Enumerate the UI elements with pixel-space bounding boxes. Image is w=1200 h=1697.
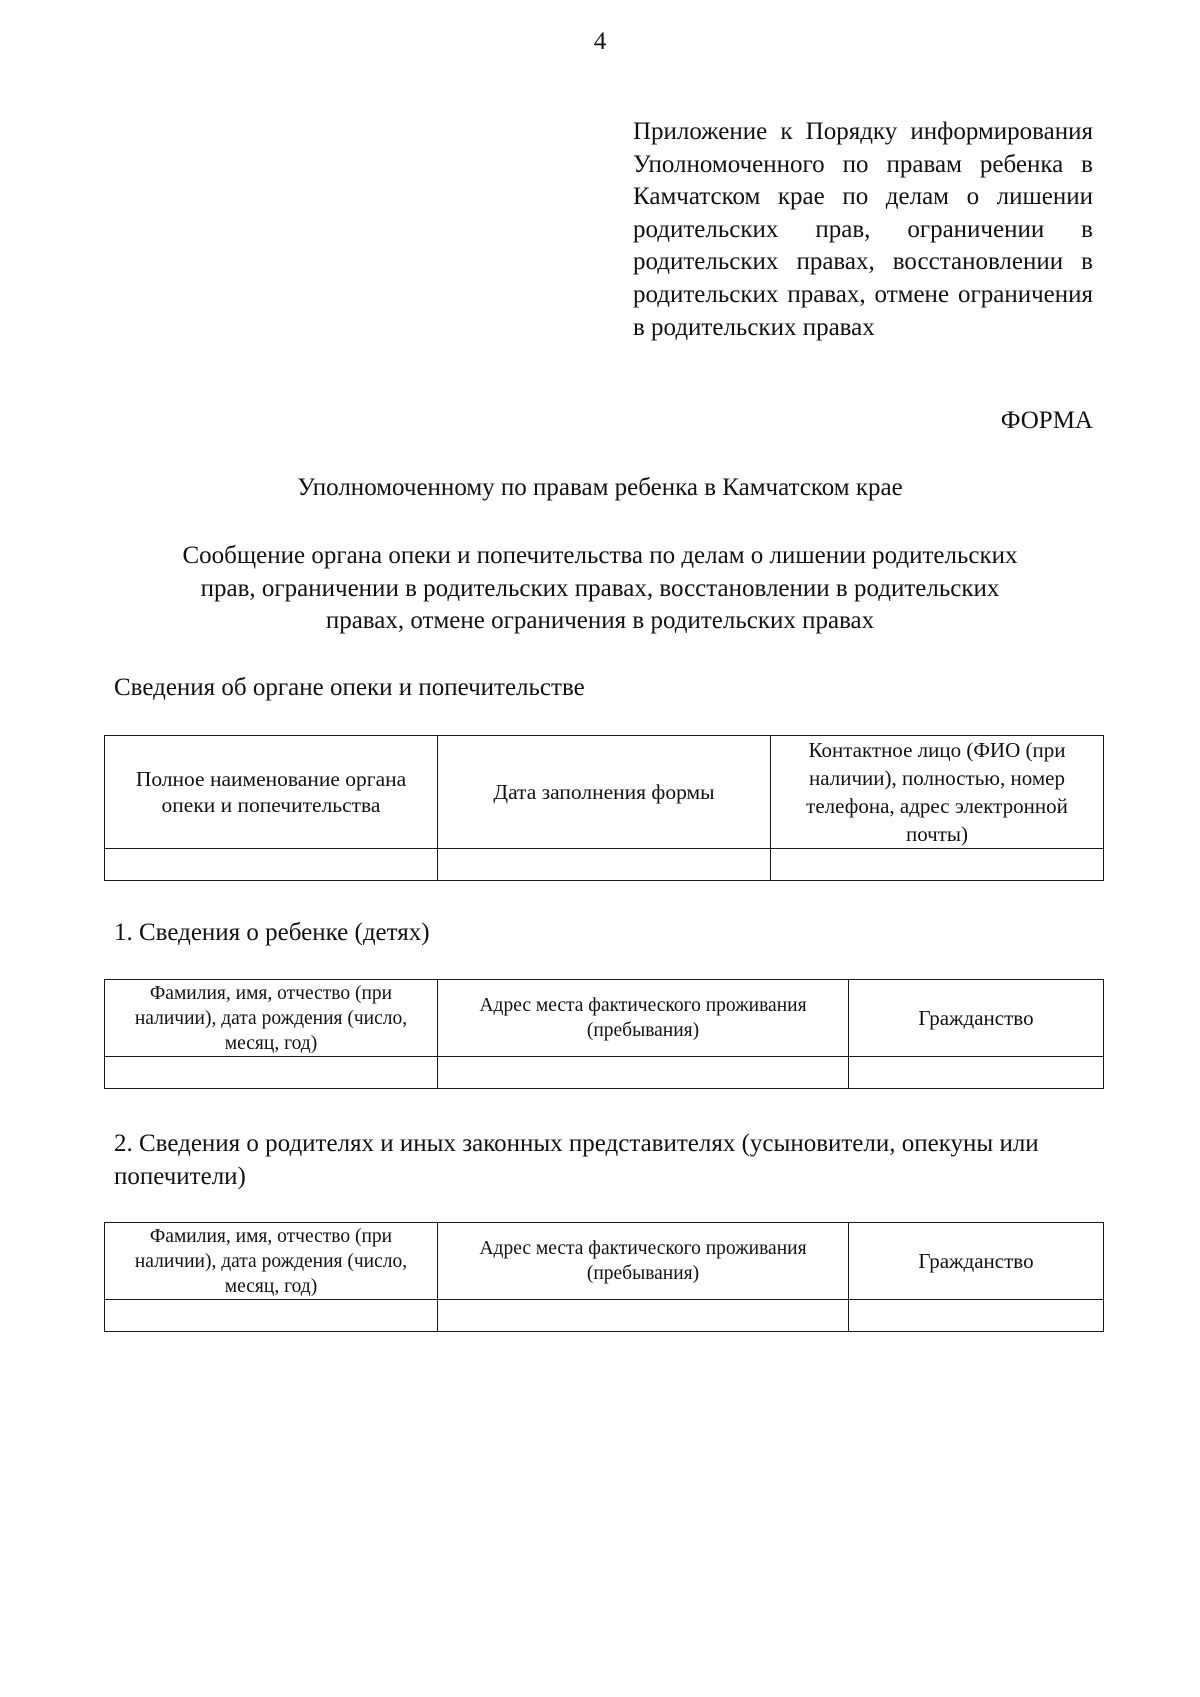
child-citizenship-cell[interactable] <box>849 1057 1104 1089</box>
annex-text: Приложение к Порядку информирования Уполномоченного по правам ребенка в Камчатском крае по делам о лишении родительских прав, ограничении в родительских правах, восстановлении в родительских правах, отмене ограничения в родительских правах <box>633 118 1093 341</box>
column-header-address: Адрес места фактического проживания (пребывания) <box>438 1223 849 1300</box>
contact-person-cell[interactable] <box>771 849 1104 881</box>
table-row <box>105 849 1104 881</box>
form-label: ФОРМА <box>1000 407 1093 434</box>
column-header-citizenship: Гражданство <box>849 1223 1104 1300</box>
page-number: 4 <box>593 28 607 55</box>
parent-citizenship-cell[interactable] <box>849 1300 1104 1332</box>
column-header-contact-person: Контактное лицо (ФИО (при наличии), полностью, номер телефона, адрес электронной почты) <box>771 736 1104 849</box>
column-header-organ-name: Полное наименование органа опеки и попечительства <box>105 736 438 849</box>
parent-name-cell[interactable] <box>105 1300 438 1332</box>
title-line: Сообщение органа опеки и попечительства по делам о лишении родительских <box>182 542 1018 569</box>
column-header-address: Адрес места фактического проживания (пребывания) <box>438 980 849 1057</box>
column-header-full-name: Фамилия, имя, отчество (при наличии), дата рождения (число, месяц, год) <box>105 980 438 1057</box>
child-name-cell[interactable] <box>105 1057 438 1089</box>
section-heading-organ: Сведения об органе опеки и попечительстве <box>114 674 585 701</box>
table-header-row <box>105 736 1104 849</box>
parent-address-cell[interactable] <box>438 1300 849 1332</box>
section-heading-parents: 2. Сведения о родителях и иных законных представителях (усыновители, опекуны или попечители) <box>114 1130 1039 1190</box>
column-header-citizenship: Гражданство <box>849 980 1104 1057</box>
child-address-cell[interactable] <box>438 1057 849 1089</box>
column-header-full-name: Фамилия, имя, отчество (при наличии), дата рождения (число, месяц, год) <box>105 1223 438 1300</box>
table-header-row <box>105 980 1104 1057</box>
column-header-fill-date: Дата заполнения формы <box>438 736 771 849</box>
title-line: правах, отмене ограничения в родительских правах <box>325 607 875 634</box>
title-line: прав, ограничении в родительских правах, восстановлении в родительских <box>200 574 1000 602</box>
parents-table <box>104 1222 1104 1332</box>
addressee: Уполномоченному по правам ребенка в Камчатском крае <box>297 474 903 501</box>
table-row <box>105 1300 1104 1332</box>
section-heading-child: 1. Сведения о ребенке (детях) <box>114 919 430 946</box>
table-row <box>105 1057 1104 1089</box>
organ-name-cell[interactable] <box>105 849 438 881</box>
fill-date-cell[interactable] <box>438 849 771 881</box>
organ-table <box>104 735 1104 881</box>
table-header-row <box>105 1223 1104 1300</box>
document-title <box>120 540 1080 638</box>
child-table <box>104 979 1104 1089</box>
